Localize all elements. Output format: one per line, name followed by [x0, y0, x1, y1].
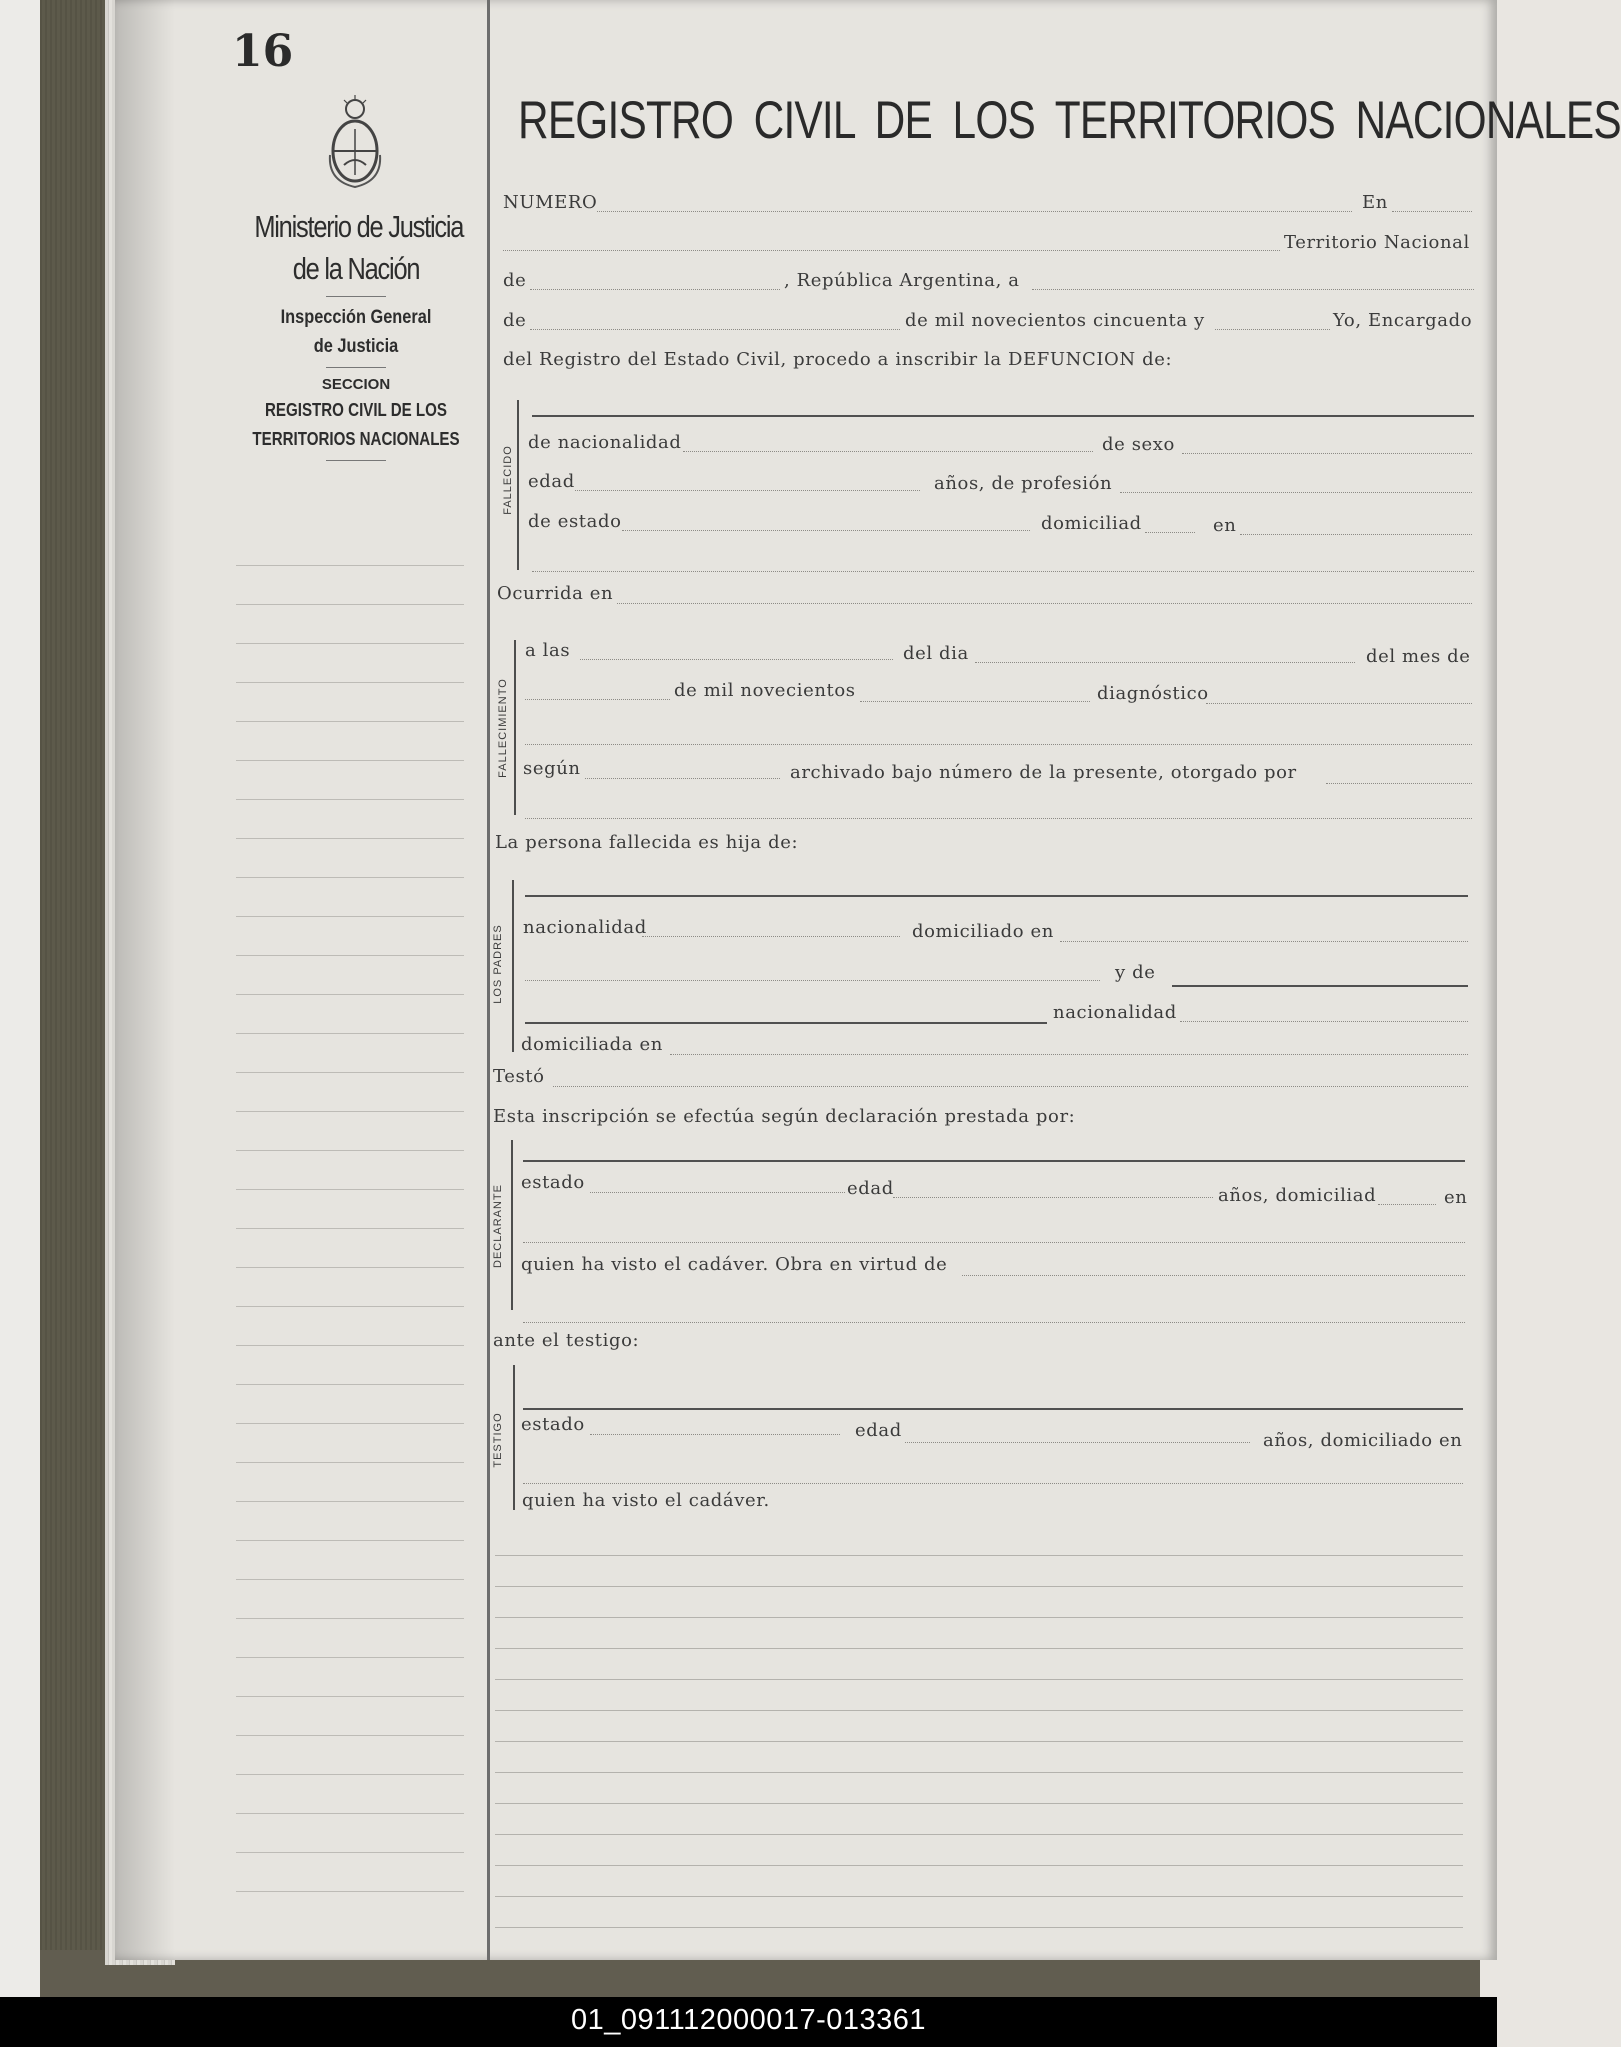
alas-field[interactable] — [580, 659, 893, 660]
extra-line[interactable] — [532, 571, 1474, 572]
sexo-label: de sexo — [1102, 434, 1175, 455]
testigo-nombre-field[interactable] — [523, 1408, 1463, 1410]
blank-ruled-line — [495, 1741, 1463, 1742]
hija-label: La persona fallecida es hija de: — [495, 832, 799, 853]
mes-fallec-field[interactable] — [525, 699, 670, 700]
padre-nacionalidad-field[interactable] — [642, 936, 900, 937]
margin-rule-line — [236, 1852, 464, 1853]
divider — [326, 460, 386, 461]
declarante-edad-field[interactable] — [893, 1197, 1213, 1198]
bracket — [511, 1140, 519, 1310]
segun-field[interactable] — [585, 778, 780, 779]
deldia-label: del dia — [903, 643, 969, 664]
margin-rule-line — [236, 1072, 464, 1073]
testigo-edad-field[interactable] — [905, 1442, 1250, 1443]
margin-rule-line — [236, 1111, 464, 1112]
archivado-label: archivado bajo número de la presente, otorgado por — [790, 762, 1297, 783]
testigo-quien-label: quien ha visto el cadáver. — [522, 1490, 770, 1511]
testo-field[interactable] — [553, 1086, 1468, 1087]
testigo-estado-label: estado — [521, 1414, 585, 1435]
madre-nombre-field-2[interactable] — [525, 1022, 1047, 1024]
coat-of-arms-icon — [322, 95, 388, 191]
declarante-edad-label: edad — [847, 1178, 894, 1199]
nacionalidad-field[interactable] — [683, 451, 1093, 452]
padre-nacionalidad-label: nacionalidad — [523, 917, 647, 938]
page-number: 16 — [232, 26, 294, 77]
edad-label: edad — [528, 471, 575, 492]
ano-fallec-field[interactable] — [860, 701, 1090, 702]
ministry-line4: de Justicia — [313, 336, 399, 357]
declarante-nombre-field[interactable] — [523, 1160, 1465, 1162]
declarante-quien-label: quien ha visto el cadáver. Obra en virtud de — [521, 1254, 948, 1275]
bracket — [513, 1365, 521, 1510]
madre-nacionalidad-field[interactable] — [1180, 1021, 1468, 1022]
blank-ruled-line — [495, 1555, 1463, 1556]
divider — [326, 296, 386, 297]
domicilio-field[interactable] — [1240, 534, 1472, 535]
testigo-domicilio-field[interactable] — [523, 1483, 1463, 1484]
padre-domicilio-field[interactable] — [1060, 941, 1468, 942]
testigo-estado-field[interactable] — [590, 1434, 840, 1435]
fallecimiento-side-label: FALLECIMIENTO — [497, 678, 509, 778]
place-field[interactable] — [503, 250, 1280, 251]
domiciliad-field[interactable] — [1145, 532, 1195, 533]
numero-field[interactable] — [597, 211, 1352, 212]
blank-ruled-line — [495, 1679, 1463, 1680]
ministry-heading — [232, 206, 480, 467]
en-label-2: en — [1213, 515, 1237, 536]
bracket — [517, 400, 525, 570]
blank-ruled-line — [495, 1927, 1463, 1928]
margin-rule-line — [236, 955, 464, 956]
profesion-field[interactable] — [1120, 492, 1472, 493]
margin-rule-line — [236, 1150, 464, 1151]
blank-ruled-line — [495, 1834, 1463, 1835]
ministry-line2: de la Nación — [292, 251, 420, 286]
ocurrida-field[interactable] — [617, 603, 1472, 604]
testigo-side-label: TESTIGO — [492, 1412, 504, 1468]
yde-label: y de — [1115, 962, 1156, 983]
registry-line1: REGISTRO CIVIL DE LOS — [264, 400, 448, 420]
blank-ruled-line — [495, 1803, 1463, 1804]
margin-rule-line — [236, 604, 464, 605]
margin-rule-line — [236, 643, 464, 644]
ante-label: ante el testigo: — [493, 1330, 640, 1351]
ocurrida-label: Ocurrida en — [497, 583, 614, 604]
margin-rule-line — [236, 799, 464, 800]
estado-field[interactable] — [622, 530, 1030, 531]
blank-ruled-line — [495, 1710, 1463, 1711]
margin-rule-line — [236, 1579, 464, 1580]
declarante-estado-label: estado — [521, 1172, 585, 1193]
declarante-domicilio-field[interactable] — [523, 1242, 1465, 1243]
margin-rule-line — [236, 1228, 464, 1229]
alas-label: a las — [525, 640, 571, 661]
margin-rule-line — [236, 1384, 464, 1385]
margin-rule-line — [236, 1306, 464, 1307]
declarante-domiciliad-field[interactable] — [1378, 1204, 1436, 1205]
margin-rule-line — [236, 565, 464, 566]
testo-label: Testó — [493, 1066, 545, 1087]
margin-rule-line — [236, 1462, 464, 1463]
padre-nombre-field[interactable] — [525, 895, 1468, 897]
declarante-estado-field[interactable] — [590, 1192, 845, 1193]
spine-shadow — [115, 0, 175, 1960]
margin-rule-line — [236, 916, 464, 917]
divider — [326, 367, 386, 368]
declarante-en-label: en — [1444, 1187, 1468, 1208]
margin-rule-line — [236, 1540, 464, 1541]
diagnostico-field-2[interactable] — [525, 744, 1472, 745]
registro-label: del Registro del Estado Civil, procedo a inscribir la DEFUNCION de: — [503, 349, 1173, 370]
ano-field[interactable] — [1215, 329, 1330, 330]
blank-ruled-line — [495, 1617, 1463, 1618]
domiciliada-label: domiciliada en — [521, 1034, 663, 1055]
margin-rule-line — [236, 1696, 464, 1697]
fallecido-side-label: FALLECIDO — [502, 445, 514, 515]
nombre-field[interactable] — [532, 415, 1474, 417]
margin-rule-line — [236, 877, 464, 878]
de-label-2: de — [503, 310, 527, 331]
margin-rule-line — [236, 1267, 464, 1268]
bracket — [512, 880, 520, 1052]
margin-rule-line — [236, 1774, 464, 1775]
image-caption: 01_091112000017-013361 — [570, 2004, 927, 2036]
blank-ruled-line — [495, 1772, 1463, 1773]
republica-label: , República Argentina, a — [784, 270, 1020, 291]
registry-line2: TERRITORIOS NACIONALES — [252, 429, 460, 449]
estado-label: de estado — [528, 511, 622, 532]
margin-rule-line — [236, 1618, 464, 1619]
milnov-label: de mil novecientos — [674, 680, 856, 701]
section-label: SECCION — [321, 376, 391, 393]
mes-field[interactable] — [530, 329, 900, 330]
edad-field[interactable] — [575, 490, 920, 491]
madre-nombre-field[interactable] — [1172, 985, 1468, 987]
virtud-field[interactable] — [962, 1275, 1465, 1276]
numero-label: NUMERO — [503, 192, 598, 213]
inscripcion-label: Esta inscripción se efectúa según declaración prestada por: — [493, 1106, 1076, 1127]
padre-domicilio-field-2[interactable] — [525, 980, 1100, 981]
margin-rule-line — [236, 1345, 464, 1346]
margin-rule-line — [236, 1813, 464, 1814]
otorgado-field-2[interactable] — [525, 818, 1472, 819]
margin-rule-line — [236, 1189, 464, 1190]
testigo-edad-label: edad — [855, 1420, 902, 1441]
blank-ruled-line — [495, 1896, 1463, 1897]
testigo-anos-label: años, domiciliado en — [1263, 1430, 1463, 1451]
domiciliado-label: domiciliado en — [912, 921, 1054, 942]
en-label: En — [1362, 192, 1388, 213]
madre-nacionalidad-label: nacionalidad — [1053, 1002, 1177, 1023]
bracket — [514, 640, 522, 815]
yo-label: Yo, Encargado — [1333, 310, 1473, 331]
de-field[interactable] — [530, 289, 780, 290]
territorio-label: Territorio Nacional — [1284, 232, 1470, 253]
blank-ruled-line — [495, 1648, 1463, 1649]
blank-ruled-line — [495, 1586, 1463, 1587]
de-label: de — [503, 270, 527, 291]
page-title: REGISTRO CIVIL DE LOS TERRITORIOS NACIONALES — [518, 91, 1621, 150]
diagnostico-field[interactable] — [1206, 703, 1472, 704]
sexo-field[interactable] — [1182, 453, 1472, 454]
margin-rule-line — [236, 682, 464, 683]
mil-label: de mil novecientos cincuenta y — [905, 310, 1205, 331]
deldia-field[interactable] — [975, 662, 1355, 663]
fecha-field[interactable] — [1032, 289, 1474, 290]
margin-rule-line — [236, 838, 464, 839]
padres-side-label: LOS PADRES — [492, 924, 504, 1004]
delmes-label: del mes de — [1366, 646, 1471, 667]
margin-rule-line — [236, 1501, 464, 1502]
profesion-label: años, de profesión — [934, 473, 1113, 494]
ministry-line1: Ministerio de Justicia — [254, 209, 464, 244]
en-field[interactable] — [1392, 211, 1472, 212]
declarante-anos-label: años, domiciliad — [1218, 1185, 1377, 1206]
declarante-side-label: DECLARANTE — [492, 1184, 504, 1268]
otorgado-field[interactable] — [1326, 783, 1472, 784]
margin-rule — [487, 0, 490, 1960]
blank-ruled-line — [495, 1865, 1463, 1866]
domiciliad-label: domiciliad — [1041, 513, 1142, 534]
margin-rule-line — [236, 1423, 464, 1424]
margin-rule-line — [236, 1891, 464, 1892]
ministry-line3: Inspección General — [280, 307, 432, 328]
nacionalidad-label: de nacionalidad — [528, 432, 682, 453]
madre-domicilio-field[interactable] — [670, 1054, 1468, 1055]
margin-rule-line — [236, 1735, 464, 1736]
margin-rule-line — [236, 994, 464, 995]
segun-label: según — [523, 758, 581, 779]
diagnostico-label: diagnóstico — [1097, 683, 1209, 704]
margin-rule-line — [236, 1033, 464, 1034]
margin-rule-line — [236, 760, 464, 761]
virtud-field-2[interactable] — [523, 1322, 1465, 1323]
margin-rule-line — [236, 1657, 464, 1658]
margin-rule-line — [236, 721, 464, 722]
